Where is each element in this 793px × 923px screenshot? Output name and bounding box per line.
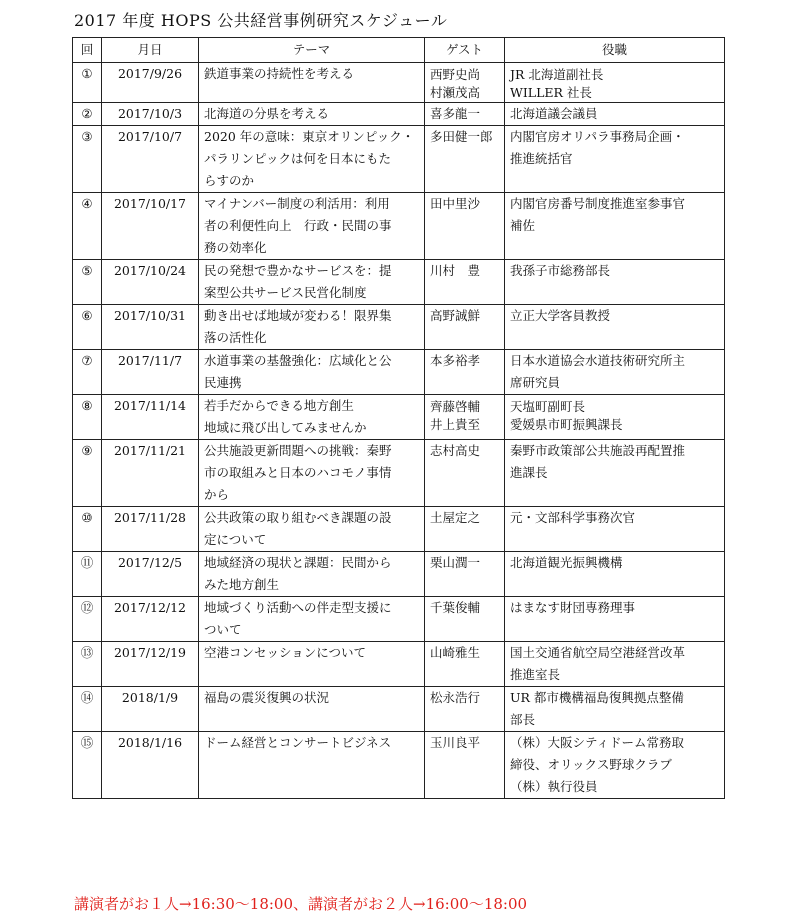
session-guest-line: 多田健一郎 (430, 129, 493, 144)
session-theme-line: マイナンバー制度の利活用：利用 (204, 196, 390, 211)
session-role-line: WILLER 社長 (510, 85, 592, 100)
session-date: 2017/10/7 (102, 126, 199, 193)
session-theme-line: ついて (204, 622, 242, 637)
session-guest-line: 栗山潤一 (430, 555, 481, 570)
table-header-row (73, 38, 725, 63)
session-guest-line: 高野誠鮮 (430, 308, 481, 323)
table-row (73, 552, 725, 597)
session-role-line: 補佐 (510, 218, 536, 233)
session-date: 2017/10/3 (102, 103, 199, 126)
session-role (505, 126, 725, 193)
table-row (73, 395, 725, 440)
session-role (505, 642, 725, 687)
session-number: ⑧ (73, 395, 102, 440)
session-theme (199, 597, 425, 642)
session-theme-line: 北海道の分県を考える (204, 106, 330, 121)
session-theme-line: 務の効率化 (204, 240, 267, 255)
table-row (73, 507, 725, 552)
session-guest (425, 642, 505, 687)
session-date: 2018/1/16 (102, 732, 199, 799)
session-guest-line: 西野史尚 (430, 67, 481, 82)
session-role (505, 193, 725, 260)
table-row (73, 260, 725, 305)
session-theme (199, 507, 425, 552)
table-row (73, 597, 725, 642)
session-role-line: 内閣官房オリパラ事務局企画・ (510, 129, 685, 144)
session-theme-line: 民の発想で豊かなサービスを：提 (204, 263, 392, 278)
session-date: 2017/9/26 (102, 63, 199, 103)
session-theme-line: 定について (204, 532, 267, 547)
session-guest-line: 山崎雅生 (430, 645, 481, 660)
session-theme-line: ドーム経営とコンサートビジネス (204, 735, 392, 750)
session-date: 2018/1/9 (102, 687, 199, 732)
table-row (73, 642, 725, 687)
session-theme-line: 市の取組みと日本のハコモノ事情 (204, 465, 392, 480)
table-row (73, 126, 725, 193)
session-role (505, 260, 725, 305)
session-role-line: 愛媛県市町振興課長 (510, 417, 623, 432)
session-theme (199, 440, 425, 507)
session-theme-line: 地域づくり活動への伴走型支援に (204, 600, 392, 615)
session-guest (425, 687, 505, 732)
session-guest-line: 千葉俊輔 (430, 600, 481, 615)
session-role-line: 席研究員 (510, 375, 561, 390)
session-theme (199, 732, 425, 799)
session-role-line: 進課長 (510, 465, 548, 480)
session-role (505, 552, 725, 597)
session-guest-line: 田中里沙 (430, 196, 481, 211)
session-theme (199, 260, 425, 305)
table-row (73, 350, 725, 395)
session-theme-line: 案型公共サービス民営化制度 (204, 285, 367, 300)
session-number: ⑥ (73, 305, 102, 350)
session-number: ⑫ (73, 597, 102, 642)
session-theme-line: 民連携 (204, 375, 242, 390)
session-theme-line: 鉄道事業の持続性を考える (204, 66, 355, 81)
session-guest (425, 350, 505, 395)
session-role-line: 北海道議会議員 (510, 106, 598, 121)
session-role-line: 推進統括官 (510, 151, 573, 166)
session-role-line: 日本水道協会水道技術研究所主 (510, 353, 686, 368)
schedule-body (73, 63, 725, 799)
table-row (73, 687, 725, 732)
session-role-line: 天塩町副町長 (510, 399, 586, 414)
session-theme (199, 552, 425, 597)
session-role (505, 63, 725, 103)
session-theme (199, 305, 425, 350)
session-role (505, 440, 725, 507)
session-theme (199, 103, 425, 126)
column-header-theme: テーマ (199, 38, 425, 63)
session-guest-line: 玉川良平 (430, 735, 481, 750)
column-header-date: 月日 (102, 38, 199, 63)
session-theme-line: 地域に飛び出してみませんか (204, 420, 367, 435)
session-role-line: 部長 (510, 712, 536, 727)
session-theme-line: パラリンピックは何を日本にもた (204, 151, 392, 166)
session-theme-line: みた地方創生 (204, 577, 280, 592)
page-title: 2017 年度 HOPS 公共経営事例研究スケジュール (74, 11, 448, 30)
session-number: ⑨ (73, 440, 102, 507)
session-role (505, 597, 725, 642)
session-date: 2017/10/17 (102, 193, 199, 260)
session-date: 2017/11/14 (102, 395, 199, 440)
session-guest (425, 126, 505, 193)
session-guest-line: 本多裕孝 (430, 353, 481, 368)
session-number: ⑬ (73, 642, 102, 687)
session-role-line: 内閣官房番号制度推進室参事官 (510, 196, 686, 211)
session-role-line: （株）大阪シティドーム常務取 (510, 735, 685, 750)
table-row (73, 63, 725, 103)
session-guest (425, 552, 505, 597)
session-role-line: JR 北海道副社長 (510, 67, 604, 82)
session-role (505, 305, 725, 350)
session-theme-line: 若手だからできる地方創生 (204, 398, 354, 413)
session-role-line: 北海道観光振興機構 (510, 555, 623, 570)
session-guest (425, 260, 505, 305)
session-theme (199, 642, 425, 687)
session-guest (425, 305, 505, 350)
session-role-line: 秦野市政策部公共施設再配置推 (510, 443, 686, 458)
session-number: ⑤ (73, 260, 102, 305)
session-number: ⑩ (73, 507, 102, 552)
session-guest (425, 395, 505, 440)
table-row (73, 732, 725, 799)
session-theme (199, 395, 425, 440)
session-number: ⑪ (73, 552, 102, 597)
session-guest-line: 喜多龍一 (430, 106, 481, 121)
session-role (505, 395, 725, 440)
session-theme (199, 193, 425, 260)
table-row (73, 103, 725, 126)
session-theme (199, 63, 425, 103)
session-role-line: 推進室長 (510, 667, 561, 682)
session-guest (425, 732, 505, 799)
session-role-line: 国土交通省航空局空港経営改革 (510, 645, 686, 660)
session-guest-line: 川村 豊 (430, 263, 481, 278)
session-theme-line: 者の利便性向上 行政・民間の事 (204, 218, 392, 233)
session-date: 2017/11/7 (102, 350, 199, 395)
session-role-line: 締役、オリックス野球クラブ (510, 757, 672, 772)
column-header-no: 回 (73, 38, 102, 63)
session-role-line: はまなす財団専務理事 (510, 600, 636, 615)
session-role-line: （株）執行役員 (510, 779, 598, 794)
session-theme-line: 水道事業の基盤強化：広域化と公 (204, 353, 392, 368)
session-date: 2017/11/28 (102, 507, 199, 552)
session-date: 2017/12/12 (102, 597, 199, 642)
session-guest-line: 松永浩行 (430, 690, 481, 705)
session-date: 2017/12/19 (102, 642, 199, 687)
session-role-line: 立正大学客員教授 (510, 308, 611, 323)
session-date: 2017/10/24 (102, 260, 199, 305)
table-row (73, 305, 725, 350)
session-guest-line: 村瀬茂高 (430, 85, 481, 100)
time-note: 講演者がお１人→16:30〜18:00、講演者がお２人→16:00〜18:00 (74, 895, 528, 913)
session-role-line: 我孫子市総務部長 (510, 263, 611, 278)
session-guest (425, 440, 505, 507)
session-role (505, 350, 725, 395)
session-role (505, 687, 725, 732)
session-guest-line: 志村高史 (430, 443, 481, 458)
session-role-line: 元・文部科学事務次官 (510, 510, 636, 525)
session-theme-line: 公共施設更新問題への挑戦：秦野 (204, 443, 392, 458)
session-theme-line: 地域経済の現状と課題：民間から (204, 555, 392, 570)
session-theme (199, 350, 425, 395)
session-role (505, 507, 725, 552)
session-role (505, 732, 725, 799)
column-header-role: 役職 (505, 38, 725, 63)
session-theme-line: から (204, 487, 230, 502)
session-number: ① (73, 63, 102, 103)
session-guest-line: 土屋定之 (430, 510, 481, 525)
session-date: 2017/12/5 (102, 552, 199, 597)
session-theme-line: 福島の震災復興の状況 (204, 690, 330, 705)
session-guest (425, 507, 505, 552)
session-theme (199, 687, 425, 732)
session-theme-line: らすのか (204, 173, 255, 188)
session-number: ⑮ (73, 732, 102, 799)
session-guest-line: 齊藤啓輔 (430, 399, 481, 414)
table-row (73, 440, 725, 507)
session-theme-line: 公共政策の取り組むべき課題の設 (204, 510, 392, 525)
session-guest (425, 193, 505, 260)
session-role-line: UR 都市機構福島復興拠点整備 (510, 690, 684, 705)
session-role (505, 103, 725, 126)
session-guest (425, 103, 505, 126)
session-guest (425, 63, 505, 103)
session-theme-line: 2020 年の意味：東京オリンピック・ (204, 129, 415, 144)
session-number: ⑭ (73, 687, 102, 732)
session-number: ③ (73, 126, 102, 193)
table-row (73, 193, 725, 260)
session-date: 2017/11/21 (102, 440, 199, 507)
session-theme-line: 空港コンセッションについて (204, 645, 367, 660)
session-theme-line: 落の活性化 (204, 330, 267, 345)
session-theme (199, 126, 425, 193)
session-guest-line: 井上貴至 (430, 417, 481, 432)
session-number: ⑦ (73, 350, 102, 395)
session-date: 2017/10/31 (102, 305, 199, 350)
session-theme-line: 動き出せば地域が変わる！限界集 (204, 308, 392, 323)
schedule-table (72, 37, 725, 799)
session-guest (425, 597, 505, 642)
column-header-guest: ゲスト (425, 38, 505, 63)
session-number: ② (73, 103, 102, 126)
session-number: ④ (73, 193, 102, 260)
